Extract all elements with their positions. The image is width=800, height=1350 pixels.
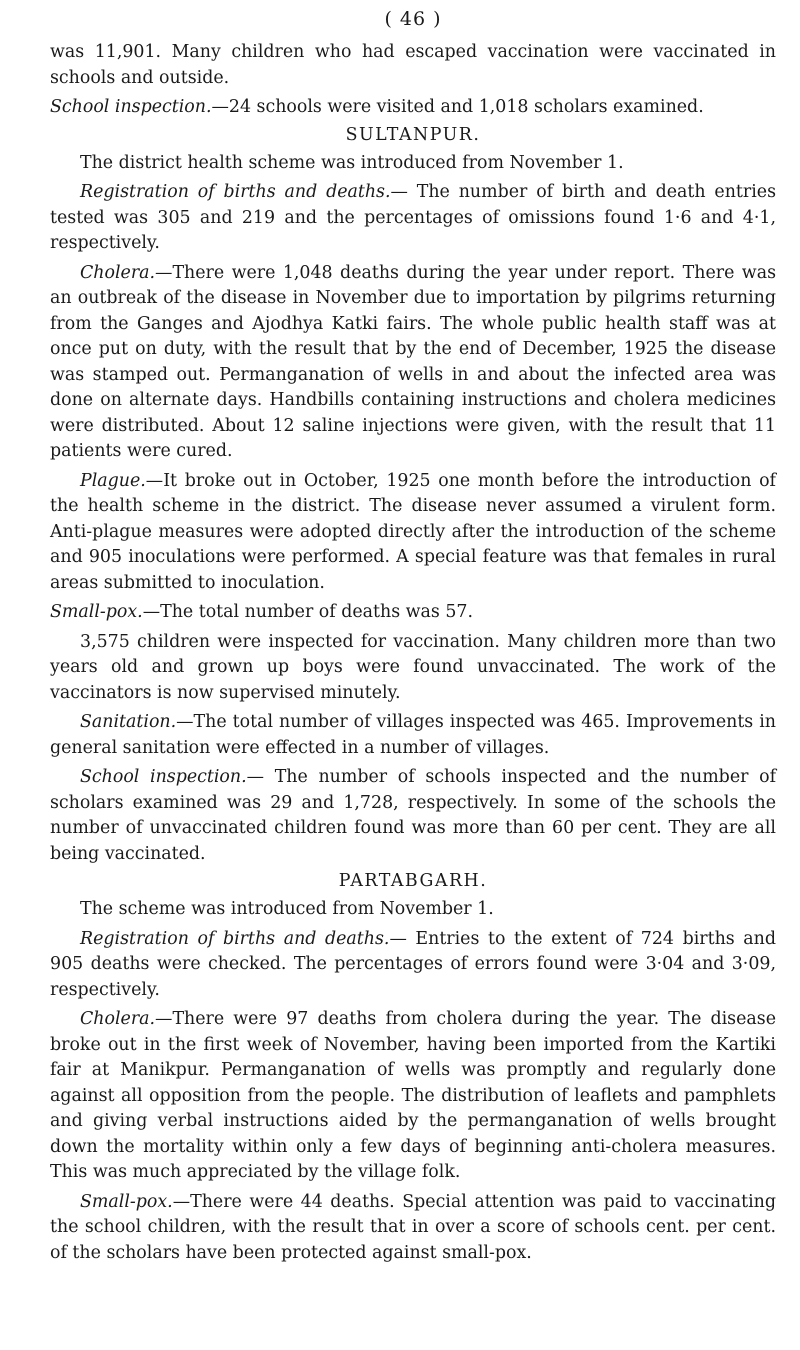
partabgarh-small-pox-paragraph — [50, 1190, 776, 1267]
paragraph-text: —The total number of villages inspected was 465. Improvements in general sanitation were effected in a number of villages. — [50, 712, 776, 758]
run-in-heading: Sanitation. — [80, 712, 177, 732]
run-in-heading: Registration of births and deaths. — [80, 928, 390, 949]
sultanpur-small-pox-paragraph — [50, 600, 776, 626]
paragraph-text: —It broke out in October, 1925 one month before the introduction of the health scheme in the district. The disease never assumed a virulent form. Anti-plague measures were adopted directly after the introduction of the scheme and 905 inoculations were performed. A special feature was that females in rural areas submitted to inoculation. — [50, 470, 776, 593]
paragraph-text: — The number of birth and death entries tested was 305 and 219 and the percentages of omissions found 1·6 and 4·1, respectively. — [50, 182, 776, 253]
sultanpur-intro-paragraph: The district health scheme was introduced from November 1. — [80, 152, 624, 173]
run-in-heading: School inspection. — [50, 97, 212, 117]
paragraph-text: —There were 44 deaths. Special attention was paid to vaccinating the school children, with the result that in over a score of schools cent. per cent. of the scholars have been protected against small-pox. — [50, 1191, 776, 1263]
page-number: ( 46 ) — [384, 8, 442, 30]
paragraph-text: — The number of schools inspected and the number of scholars examined was 29 and 1,728, respectively. In some of the schools the number of unvaccinated children found was more than 60 per cent. They are all being vaccinated. — [50, 767, 777, 864]
partabgarh-cholera-paragraph — [50, 1007, 776, 1186]
partabgarh-intro-paragraph: The scheme was introduced from November 1. — [80, 899, 494, 919]
sultanpur-registration-paragraph — [50, 180, 776, 257]
continuation-paragraph: was 11,901. Many children who had escaped vaccination were vaccinated in schools and outside. — [50, 42, 776, 88]
sultanpur-school-inspection-paragraph — [50, 765, 776, 867]
run-in-heading: Small-pox. — [80, 1191, 173, 1212]
paragraph-text: —There were 97 deaths from cholera during the year. The disease broke out in the first week of November, having been imported from the Kartiki fair at Manikpur. Permanganation of wells was promptly and regularly done against all opposition from the people. The distribution of leaflets and pamphlets and giving verbal instructions aided by the permanganation of wells brought down the mortality within only a few days of beginning anti-cholera measures. This was much appreciated by the village folk. — [50, 1009, 776, 1182]
run-in-heading: Registration of births and deaths. — [80, 182, 391, 202]
paragraph-text: —24 schools were visited and 1,018 scholars examined. — [211, 97, 704, 117]
run-in-heading: Cholera. — [80, 1009, 156, 1029]
run-in-heading: Small-pox. — [50, 602, 143, 622]
section-heading-partabgarh: PARTABGARH. — [338, 871, 488, 891]
paragraph-text: —There were 1,048 deaths during the year under report. There was an outbreak of the disease in November due to importation by pilgrims returning from the Ganges and Ajodhya Katki fairs. The whole public health staff was at once put on duty, with the result that by the end of December, 1925 the disease was stamped out. Permanganation of wells in and about the infected area was done on alternate days. Handbills containing instructions and cholera medicines were distributed. About 12 saline injections were given, with the result that 11 patients were cured. — [50, 262, 776, 461]
paragraph-text: —The total number of deaths was 57. — [142, 602, 474, 622]
section-heading-sultanpur: SULTANPUR. — [345, 124, 481, 145]
sultanpur-cholera-paragraph — [50, 261, 776, 465]
sultanpur-plague-paragraph — [50, 469, 776, 597]
partabgarh-registration-paragraph — [50, 927, 776, 1004]
paragraph-text: — Entries to the extent of 724 births and 905 deaths were checked. The percentages of errors found were 3·04 and 3·09, respectively. — [50, 928, 776, 1000]
school-inspection-paragraph — [50, 95, 776, 121]
run-in-heading: Plague. — [80, 470, 146, 491]
run-in-heading: School inspection. — [80, 767, 247, 787]
sultanpur-sanitation-paragraph — [50, 710, 776, 761]
run-in-heading: Cholera. — [80, 262, 156, 283]
sultanpur-vaccination-paragraph: 3,575 children were inspected for vaccination. Many children more than two years old and grown up boys were found unvaccinated. The work of the vaccinators is now supervised minutely. — [50, 631, 776, 703]
